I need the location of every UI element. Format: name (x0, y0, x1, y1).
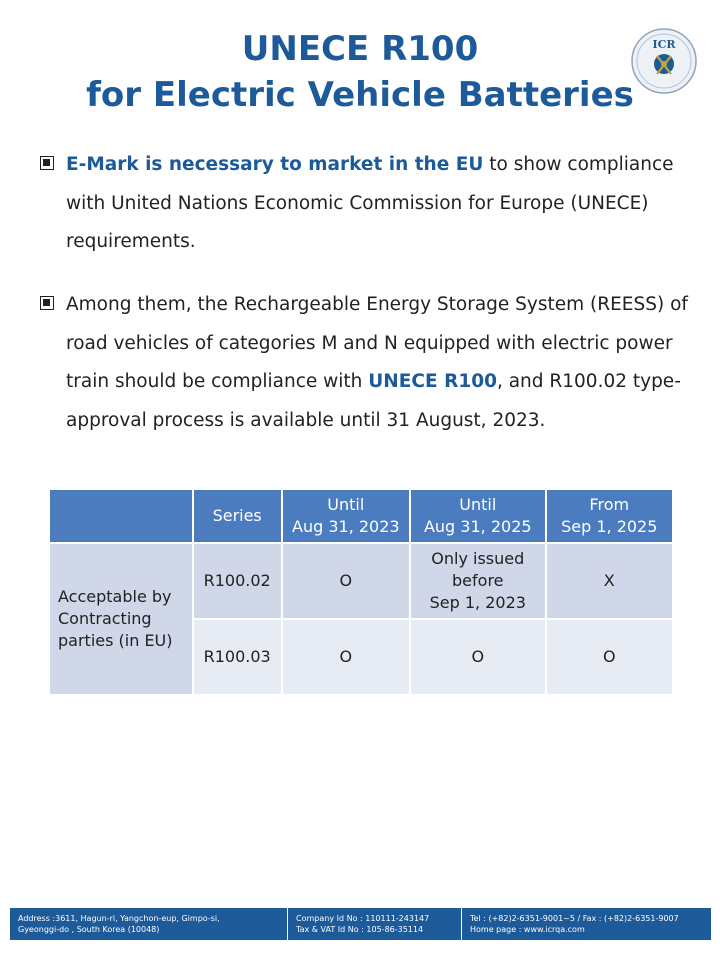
emark-text: to show compliance with United Nations Economic Commission for Europe (UNECE) requirements. (66, 154, 674, 252)
cell-series: R100.03 (194, 620, 281, 694)
cell-from-2025: O (547, 620, 673, 694)
footer-company-ids: Company Id No : 110111-243147 Tax & VAT Id No : 105-86-35114 (288, 908, 462, 940)
paragraph-emark (40, 146, 700, 262)
acceptance-table (48, 488, 674, 696)
icr-logo-icon (631, 28, 697, 94)
bullet-square-icon (40, 156, 54, 170)
title-line-1: UNECE R100 (241, 29, 479, 69)
table-row (50, 544, 672, 618)
table-header-row (50, 490, 672, 542)
footer-contact: Tel : (+82)2-6351-9001~5 / Fax : (+82)2-6351-9007 Home page : www.icrqa.com (470, 914, 679, 934)
header-blank (50, 490, 192, 542)
cell-until-2025: Only issued before Sep 1, 2023 (411, 544, 544, 618)
row-header-acceptable: Acceptable by Contracting parties (in EU) (50, 544, 192, 694)
reess-text-before: Among them, the Rechargeable Energy Storage System (REESS) of road vehicles of categories M and N equipped with electric power train should be compliance with (66, 294, 688, 392)
cell-until-2023: O (283, 620, 409, 694)
logo-text: ICR (652, 38, 676, 51)
cell-until-2025: O (411, 620, 544, 694)
cell-from-2025: X (547, 544, 673, 618)
paragraph-reess (40, 286, 700, 440)
cell-until-2023: O (283, 544, 409, 618)
page-title (0, 26, 720, 118)
header-series: Series (194, 490, 281, 542)
header-until-2023: Until Aug 31, 2023 (283, 490, 409, 542)
reess-text-after: , and R100.02 type-approval process is available until 31 August, 2023. (66, 371, 681, 431)
cell-series: R100.02 (194, 544, 281, 618)
title-line-2: for Electric Vehicle Batteries (86, 75, 634, 115)
footer-address: Address :3611, Hagun-ri, Yangchon-eup, Gimpo-si, Gyeonggi-do , South Korea (10048) (10, 908, 288, 940)
unece-r100-highlight: UNECE R100 (368, 371, 497, 392)
bullet-square-icon (40, 296, 54, 310)
emark-highlight: E-Mark is necessary to market in the EU (66, 154, 484, 175)
header-from-2025: From Sep 1, 2025 (547, 490, 673, 542)
footer-bar (10, 908, 711, 940)
header-until-2025: Until Aug 31, 2025 (411, 490, 544, 542)
